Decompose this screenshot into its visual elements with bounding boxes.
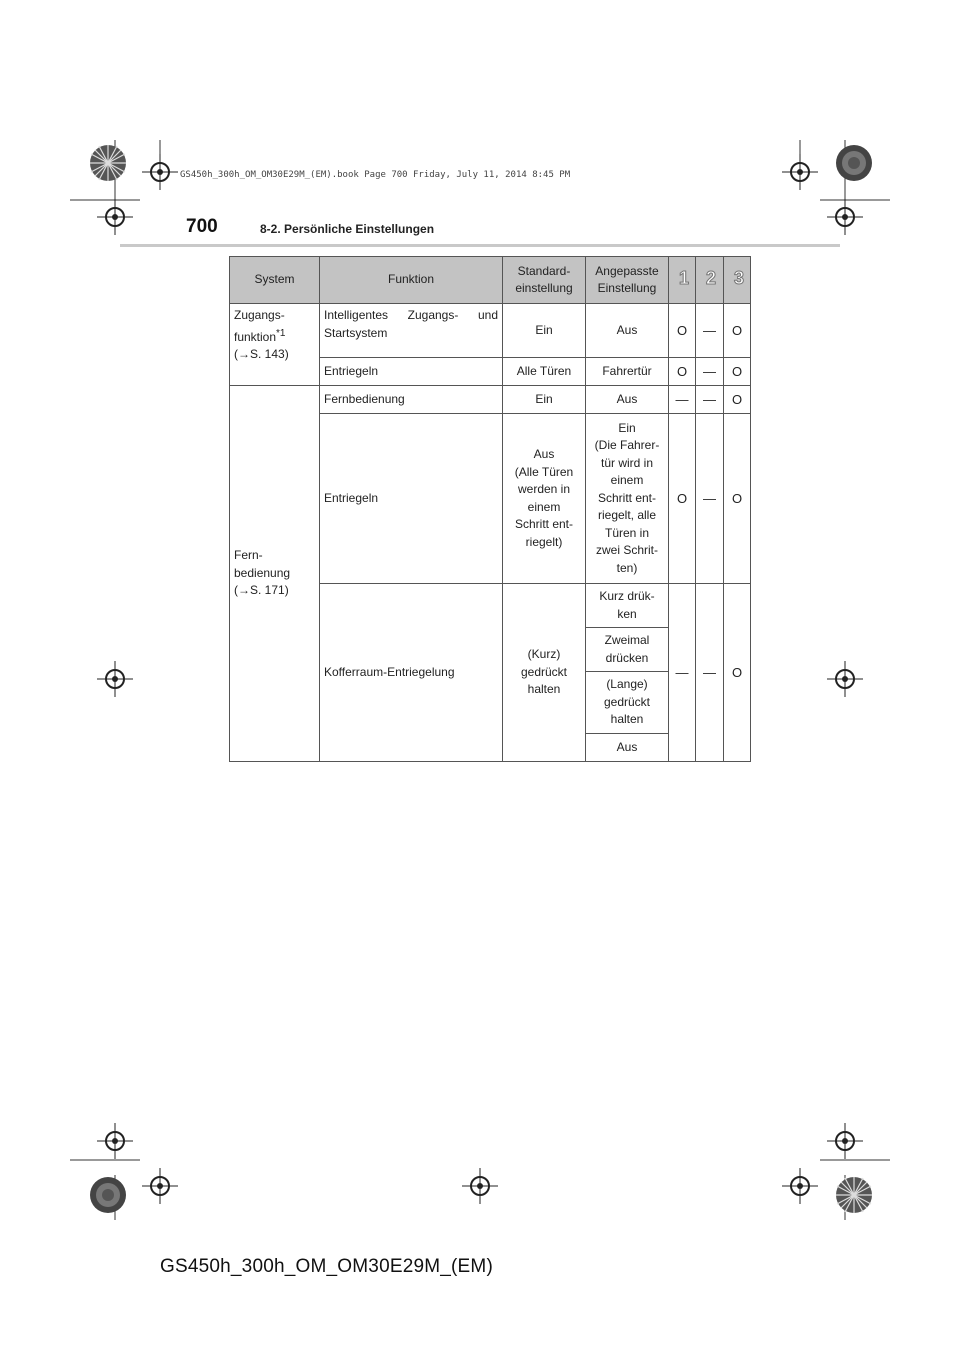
funktion-cell: Fernbedienung [320,386,503,414]
crosshair-icon [827,199,863,235]
section-title: 8-2. Persönliche Einstellungen [260,222,435,236]
mark-cell: O [724,386,751,414]
angepasst-cell: Fahrertür [586,358,669,386]
option-cell: Aus [586,734,669,762]
header-funktion: Funktion [320,257,503,304]
angepasst-cell: Ein (Die Fahrer- tür wird in einem Schritt ent- riegelt, alle Türen in zwei Schrit- ten) [586,414,669,584]
print-header: GS450h_300h_OM_OM30E29M_(EM).book Page 700 Friday, July 11, 2014 8:45 PM [180,170,571,180]
crosshair-icon [827,661,863,697]
table-row [230,386,751,414]
crosshair-icon [97,199,133,235]
standard-cell: Alle Türen [503,358,586,386]
option-cell: Kurz drük- ken [586,584,669,628]
option-cell: (Lange) gedrückt halten [586,672,669,734]
table-row [230,304,751,358]
mark-cell: O [724,358,751,386]
crosshair-icon [462,1168,498,1204]
angepasst-cell: Aus [586,304,669,358]
gray-wheel-icon [88,1175,128,1215]
funktion-cell: Entriegeln [320,414,503,584]
header-standard: Standard- einstellung [503,257,586,304]
mark-cell: — [696,584,724,762]
footer-document-code: GS450h_300h_OM_OM30E29M_(EM) [160,1256,493,1277]
header-angepasst: Angepasste Einstellung [586,257,669,304]
funktion-cell: Intelligentes Zugangs- und Startsystem [320,304,503,358]
mark-cell: — [696,358,724,386]
mark-cell: — [669,386,696,414]
settings-table [229,256,751,762]
system-cell-remote: Fern- bedienung (→S. 171) [230,386,320,762]
crosshair-icon [142,154,178,190]
mark-cell: O [724,584,751,762]
system-cell-access: Zugangs- funktion$^{*1}$ (→S. 143) [230,304,320,386]
mark-cell: O [724,304,751,358]
crosshair-icon [97,661,133,697]
color-wheel-icon [88,143,128,183]
gray-wheel-icon [834,143,874,183]
mark-cell: — [696,386,724,414]
mark-cell: — [696,414,724,584]
standard-cell: Aus (Alle Türen werden in einem Schritt ent- riegelt) [503,414,586,584]
header-system: System [230,257,320,304]
header-col-2: 2 [696,257,724,304]
mark-cell: O [669,358,696,386]
table-header-row [230,257,751,304]
header-col-1: 1 [669,257,696,304]
crosshair-icon [782,154,818,190]
funktion-cell: Kofferraum-Entriegelung [320,584,503,762]
mark-cell: O [669,304,696,358]
crosshair-icon [827,1123,863,1159]
header-col-3: 3 [724,257,751,304]
header-rule [120,244,840,247]
crosshair-icon [782,1168,818,1204]
mark-cell: — [696,304,724,358]
crosshair-icon [97,1123,133,1159]
mark-cell: — [669,584,696,762]
mark-cell: O [724,414,751,584]
color-wheel-icon [834,1175,874,1215]
angepasst-cell: Aus [586,386,669,414]
standard-cell: (Kurz) gedrückt halten [503,584,586,762]
standard-cell: Ein [503,304,586,358]
standard-cell: Ein [503,386,586,414]
crosshair-icon [142,1168,178,1204]
funktion-cell: Entriegeln [320,358,503,386]
page-number: 700 [186,216,218,237]
mark-cell: O [669,414,696,584]
option-cell: Zweimal drücken [586,628,669,672]
